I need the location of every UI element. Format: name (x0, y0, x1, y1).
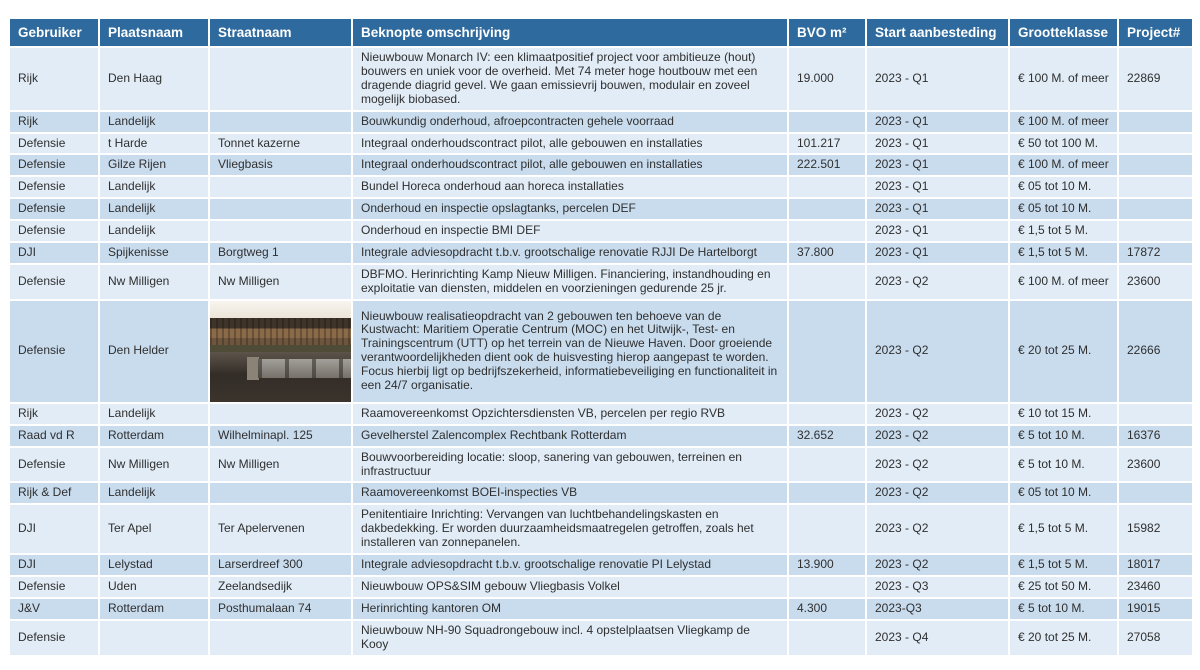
cell-project (1119, 155, 1192, 175)
table-row (10, 483, 1192, 503)
table-row (10, 155, 1192, 175)
column-header-projectnr: Project# (1119, 19, 1192, 46)
cell-omschrijving: Bouwkundig onderhoud, afroepcontracten gehele voorraad (353, 112, 787, 132)
cell-plaatsnaam: Landelijk (100, 221, 208, 241)
cell-start: 2023 - Q1 (867, 177, 1008, 197)
cell-omschrijving: Integraal onderhoudscontract pilot, alle gebouwen en installaties (353, 134, 787, 154)
cell-project: 19015 (1119, 599, 1192, 619)
column-header-start-aanbesteding: Start aanbesteding (867, 19, 1008, 46)
cell-project: 22666 (1119, 301, 1192, 402)
cell-grootteklasse: € 20 tot 25 M. (1010, 621, 1117, 655)
cell-start: 2023 - Q1 (867, 199, 1008, 219)
cell-gebruiker: Defensie (10, 448, 98, 482)
cell-grootteklasse: € 10 tot 15 M. (1010, 404, 1117, 424)
cell-omschrijving: Gevelherstel Zalencomplex Rechtbank Rotterdam (353, 426, 787, 446)
cell-bvo (789, 483, 865, 503)
cell-plaatsnaam (100, 621, 208, 655)
cell-project (1119, 134, 1192, 154)
cell-omschrijving: Penitentiaire Inrichting: Vervangen van luchtbehandelingskasten en dakbedekking. Er worden duurzaamheidsmaatregelen getroffen, zoals het installeren van zonnepanelen. (353, 505, 787, 553)
cell-straatnaam (210, 112, 351, 132)
cell-plaatsnaam: Nw Milligen (100, 448, 208, 482)
cell-grootteklasse: € 100 M. of meer (1010, 48, 1117, 110)
cell-plaatsnaam: Spijkenisse (100, 243, 208, 263)
cell-project: 18017 (1119, 555, 1192, 575)
image-part-pier (258, 359, 351, 378)
cell-project (1119, 199, 1192, 219)
cell-project (1119, 221, 1192, 241)
cell-gebruiker: DJI (10, 505, 98, 553)
cell-bvo (789, 177, 865, 197)
cell-project: 23600 (1119, 448, 1192, 482)
cell-straatnaam: Ter Apelervenen (210, 505, 351, 553)
table-row (10, 404, 1192, 424)
cell-plaatsnaam: Gilze Rijen (100, 155, 208, 175)
cell-project: 22869 (1119, 48, 1192, 110)
cell-project (1119, 404, 1192, 424)
cell-omschrijving: Herinrichting kantoren OM (353, 599, 787, 619)
cell-start: 2023 - Q2 (867, 426, 1008, 446)
table-row (10, 265, 1192, 299)
cell-bvo: 32.652 (789, 426, 865, 446)
cell-bvo (789, 448, 865, 482)
cell-start: 2023 - Q1 (867, 221, 1008, 241)
column-header-plaatsnaam: Plaatsnaam (100, 19, 208, 46)
column-header-bvo: BVO m² (789, 19, 865, 46)
table-row (10, 577, 1192, 597)
cell-project: 27058 (1119, 621, 1192, 655)
cell-plaatsnaam: Landelijk (100, 483, 208, 503)
cell-straatnaam: Nw Milligen (210, 448, 351, 482)
cell-grootteklasse: € 05 tot 10 M. (1010, 199, 1117, 219)
cell-start: 2023 - Q3 (867, 577, 1008, 597)
column-header-omschrijving: Beknopte omschrijving (353, 19, 787, 46)
cell-omschrijving: Onderhoud en inspectie opslagtanks, percelen DEF (353, 199, 787, 219)
cell-plaatsnaam: Den Haag (100, 48, 208, 110)
cell-gebruiker: Defensie (10, 177, 98, 197)
table-row (10, 134, 1192, 154)
table-row (10, 48, 1192, 110)
table-row (10, 555, 1192, 575)
cell-grootteklasse: € 1,5 tot 5 M. (1010, 555, 1117, 575)
cell-project: 15982 (1119, 505, 1192, 553)
table-row (10, 599, 1192, 619)
cell-grootteklasse: € 5 tot 10 M. (1010, 426, 1117, 446)
cell-grootteklasse: € 1,5 tot 5 M. (1010, 505, 1117, 553)
cell-omschrijving: Bouwvoorbereiding locatie: sloop, sanering van gebouwen, terreinen en infrastructuur (353, 448, 787, 482)
table-row (10, 448, 1192, 482)
cell-bvo (789, 404, 865, 424)
cell-straatnaam: Wilhelminapl. 125 (210, 426, 351, 446)
table-row (10, 199, 1192, 219)
cell-start: 2023 - Q2 (867, 483, 1008, 503)
cell-gebruiker: Defensie (10, 621, 98, 655)
cell-bvo (789, 265, 865, 299)
table-row (10, 221, 1192, 241)
table-row (10, 301, 1192, 402)
cell-start: 2023 - Q1 (867, 155, 1008, 175)
cell-straatnaam (210, 177, 351, 197)
projects-table (8, 17, 1194, 657)
cell-gebruiker: Rijk (10, 112, 98, 132)
cell-gebruiker: DJI (10, 243, 98, 263)
cell-gebruiker: Defensie (10, 265, 98, 299)
cell-omschrijving: Integrale adviesopdracht t.b.v. grootschalige renovatie RJJI De Hartelborgt (353, 243, 787, 263)
cell-omschrijving: Bundel Horeca onderhoud aan horeca installaties (353, 177, 787, 197)
cell-bvo (789, 505, 865, 553)
cell-bvo (789, 112, 865, 132)
cell-omschrijving: Nieuwbouw realisatieopdracht van 2 gebouwen ten behoeve van de Kustwacht: Maritiem Operatie Centrum (MOC) en het Uitwijk-, Test- en Trainingscentrum (UTT) op het terrein van de Nieuwe Haven. Door groeiende verantwoordelijkheden dient ook de huisvesting hierop aangepast te worden. Focus hierbij ligt op bedrijfszekerheid, informatiebeveiliging en functionaliteit in een 24/7 organisatie. (353, 301, 787, 402)
cell-plaatsnaam: Den Helder (100, 301, 208, 402)
cell-straatnaam (210, 621, 351, 655)
table-row (10, 505, 1192, 553)
cell-straatnaam (210, 483, 351, 503)
cell-project (1119, 112, 1192, 132)
cell-start: 2023-Q3 (867, 599, 1008, 619)
cell-bvo: 37.800 (789, 243, 865, 263)
cell-straatnaam (210, 199, 351, 219)
column-header-grootteklasse: Grootteklasse (1010, 19, 1117, 46)
table-row (10, 243, 1192, 263)
image-part-shrub (210, 345, 351, 352)
table-row (10, 112, 1192, 132)
cell-bvo: 101.217 (789, 134, 865, 154)
cell-bvo: 13.900 (789, 555, 865, 575)
cell-gebruiker: J&V (10, 599, 98, 619)
cell-bvo: 19.000 (789, 48, 865, 110)
cell-grootteklasse: € 05 tot 10 M. (1010, 177, 1117, 197)
cell-straatnaam (210, 301, 351, 402)
cell-omschrijving: Integraal onderhoudscontract pilot, alle gebouwen en installaties (353, 155, 787, 175)
cell-start: 2023 - Q1 (867, 243, 1008, 263)
cell-plaatsnaam: Rotterdam (100, 426, 208, 446)
cell-bvo (789, 221, 865, 241)
cell-omschrijving: Raamovereenkomst Opzichtersdiensten VB, percelen per regio RVB (353, 404, 787, 424)
cell-start: 2023 - Q2 (867, 404, 1008, 424)
cell-straatnaam: Posthumalaan 74 (210, 599, 351, 619)
cell-straatnaam (210, 221, 351, 241)
cell-omschrijving: DBFMO. Herinrichting Kamp Nieuw Milligen. Financiering, instandhouding en exploitatie van diensten, middelen en voorzieningen gedurende 25 jr. (353, 265, 787, 299)
cell-plaatsnaam: Landelijk (100, 404, 208, 424)
cell-plaatsnaam: Rotterdam (100, 599, 208, 619)
cell-start: 2023 - Q1 (867, 134, 1008, 154)
cell-plaatsnaam: Landelijk (100, 177, 208, 197)
cell-gebruiker: Defensie (10, 221, 98, 241)
cell-omschrijving: Nieuwbouw OPS&SIM gebouw Vliegbasis Volkel (353, 577, 787, 597)
cell-bvo (789, 301, 865, 402)
cell-straatnaam: Larserdreef 300 (210, 555, 351, 575)
table-row (10, 177, 1192, 197)
cell-project: 16376 (1119, 426, 1192, 446)
cell-plaatsnaam: Landelijk (100, 199, 208, 219)
cell-gebruiker: Defensie (10, 199, 98, 219)
cell-plaatsnaam: Nw Milligen (100, 265, 208, 299)
cell-omschrijving: Nieuwbouw NH-90 Squadrongebouw incl. 4 opstelplaatsen Vliegkamp de Kooy (353, 621, 787, 655)
image-part-bldg (210, 318, 351, 346)
cell-project (1119, 177, 1192, 197)
cell-gebruiker: Defensie (10, 155, 98, 175)
cell-start: 2023 - Q2 (867, 448, 1008, 482)
cell-start: 2023 - Q2 (867, 505, 1008, 553)
cell-grootteklasse: € 25 tot 50 M. (1010, 577, 1117, 597)
cell-start: 2023 - Q1 (867, 112, 1008, 132)
table-body (10, 48, 1192, 655)
cell-grootteklasse: € 20 tot 25 M. (1010, 301, 1117, 402)
cell-grootteklasse: € 5 tot 10 M. (1010, 599, 1117, 619)
cell-bvo (789, 199, 865, 219)
cell-start: 2023 - Q1 (867, 48, 1008, 110)
cell-gebruiker: Rijk (10, 48, 98, 110)
cell-grootteklasse: € 100 M. of meer (1010, 155, 1117, 175)
cell-plaatsnaam: Ter Apel (100, 505, 208, 553)
cell-start: 2023 - Q4 (867, 621, 1008, 655)
cell-bvo: 222.501 (789, 155, 865, 175)
cell-straatnaam: Borgtweg 1 (210, 243, 351, 263)
cell-omschrijving: Integrale adviesopdracht t.b.v. grootschalige renovatie PI Lelystad (353, 555, 787, 575)
cell-bvo: 4.300 (789, 599, 865, 619)
cell-omschrijving: Onderhoud en inspectie BMI DEF (353, 221, 787, 241)
table-header-row (10, 19, 1192, 46)
cell-straatnaam (210, 48, 351, 110)
cell-bvo (789, 621, 865, 655)
cell-project: 17872 (1119, 243, 1192, 263)
cell-gebruiker: Rijk & Def (10, 483, 98, 503)
cell-bvo (789, 577, 865, 597)
cell-grootteklasse: € 1,5 tot 5 M. (1010, 243, 1117, 263)
cell-grootteklasse: € 100 M. of meer (1010, 112, 1117, 132)
table-row (10, 426, 1192, 446)
cell-gebruiker: Defensie (10, 301, 98, 402)
cell-omschrijving: Nieuwbouw Monarch IV: een klimaatpositief project voor ambitieuze (hout) bouwers en uniek voor de overheid. Met 74 meter hoge houtbouw met een dragende diagrid gevel. We gaan emissievrij bouwen, modulair en zoveel mogelijk biobased. (353, 48, 787, 110)
cell-gebruiker: Defensie (10, 134, 98, 154)
cell-start: 2023 - Q2 (867, 555, 1008, 575)
waterfront-building-render-image (210, 301, 351, 402)
cell-gebruiker: Rijk (10, 404, 98, 424)
column-header-gebruiker: Gebruiker (10, 19, 98, 46)
cell-straatnaam: Vliegbasis (210, 155, 351, 175)
cell-straatnaam (210, 404, 351, 424)
cell-straatnaam: Tonnet kazerne (210, 134, 351, 154)
cell-project: 23460 (1119, 577, 1192, 597)
cell-project (1119, 483, 1192, 503)
cell-grootteklasse: € 50 tot 100 M. (1010, 134, 1117, 154)
cell-grootteklasse: € 100 M. of meer (1010, 265, 1117, 299)
cell-plaatsnaam: Uden (100, 577, 208, 597)
cell-project: 23600 (1119, 265, 1192, 299)
cell-gebruiker: DJI (10, 555, 98, 575)
cell-grootteklasse: € 05 tot 10 M. (1010, 483, 1117, 503)
cell-omschrijving: Raamovereenkomst BOEI-inspecties VB (353, 483, 787, 503)
cell-gebruiker: Defensie (10, 577, 98, 597)
cell-plaatsnaam: Landelijk (100, 112, 208, 132)
cell-start: 2023 - Q2 (867, 265, 1008, 299)
cell-plaatsnaam: t Harde (100, 134, 208, 154)
cell-straatnaam: Zeelandsedijk (210, 577, 351, 597)
cell-grootteklasse: € 5 tot 10 M. (1010, 448, 1117, 482)
cell-start: 2023 - Q2 (867, 301, 1008, 402)
cell-grootteklasse: € 1,5 tot 5 M. (1010, 221, 1117, 241)
column-header-straatnaam: Straatnaam (210, 19, 351, 46)
cell-gebruiker: Raad vd R (10, 426, 98, 446)
cell-plaatsnaam: Lelystad (100, 555, 208, 575)
table-row (10, 621, 1192, 655)
cell-straatnaam: Nw Milligen (210, 265, 351, 299)
